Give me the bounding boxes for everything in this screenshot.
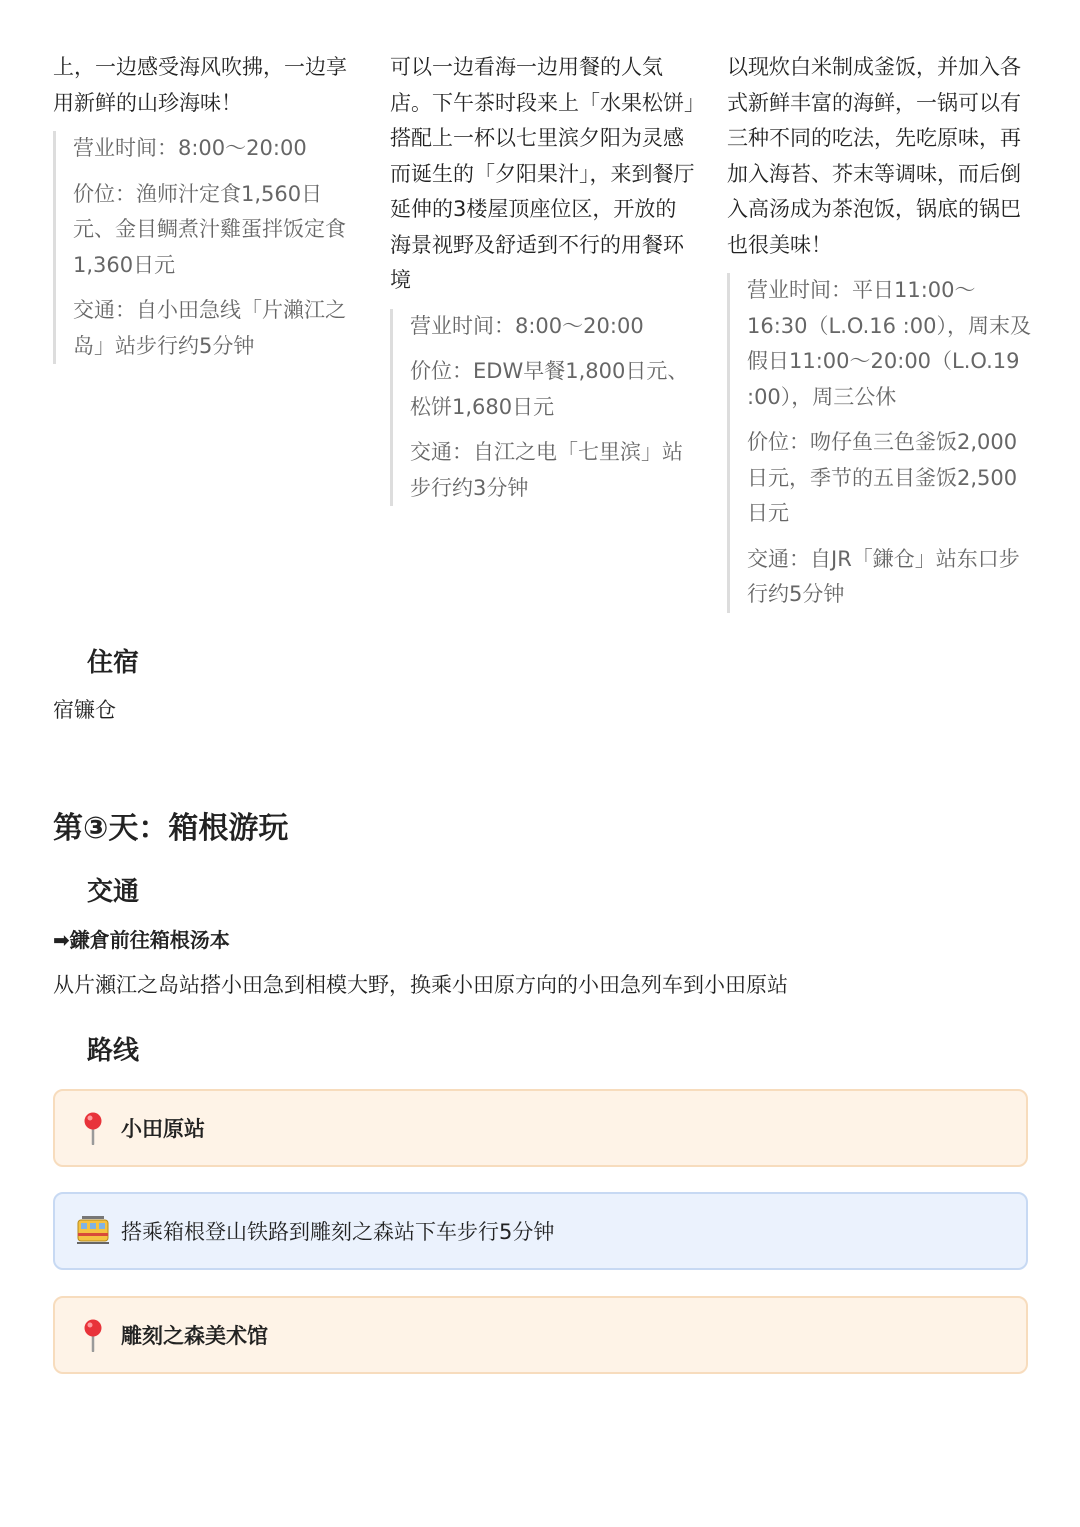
price: 价位：吻仔鱼三色釜饭2,000日元，季节的五目釜饭2,500日元 [747,430,1018,525]
tram-icon [77,1211,109,1251]
restaurant-description: 上，一边感受海风吹拂，一边享用新鲜的山珍海味！ [53,55,347,115]
access: 交通：自江之电「七里滨」站步行约3分钟 [410,440,683,500]
restaurant-column-1 [53,50,358,364]
restaurant-column-3 [727,50,1032,613]
restaurant-info [390,309,695,507]
restaurant-column-2 [390,50,695,506]
access: 交通：自小田急线「片瀨江之岛」站步行约5分钟 [73,298,346,358]
route-step-place [53,1296,1028,1374]
restaurant-description: 可以一边看海一边用餐的人気店。下午茶时段来上「水果松饼」搭配上一杯以七里滨夕阳为灵感而诞生的「夕阳果汁」，来到餐厅延伸的3楼屋顶座位区，开放的海景视野及舒适到不行的用餐环境 [390,55,695,292]
opening-hours: 营业时间：8:00～20:00 [73,136,307,160]
route-step-label: 小田原站 [121,1117,205,1141]
opening-hours: 营业时间：平日11:00～16:30（L.O.16 :00），周末及假日11:00～20:00（L.O.19 :00），周三公休 [747,278,1031,409]
opening-hours: 营业时间：8:00～20:00 [410,313,644,338]
transport-subheading: ➡鎌倉前往箱根汤本 [53,928,230,952]
route-step-transit [53,1192,1028,1270]
price: 价位：渔师汁定食1,560日元、金目鲷煮汁雞蛋拌饭定食1,360日元 [73,181,346,277]
pin-icon [77,1108,109,1148]
transport-heading: 交通 [87,877,140,907]
route-heading: 路线 [87,1036,140,1066]
restaurant-info [727,273,1032,613]
day3-title: 第③天：箱根游玩 [53,811,289,846]
price: 价位：EDW早餐1,800日元、松饼1,680日元 [410,359,689,419]
restaurant-description: 以现炊白米制成釜饭，并加入各式新鲜丰富的海鲜，一锅可以有三种不同的吃法，先吃原味，再加入海苔、芥末等调味，而后倒入高汤成为茶泡饭，锅底的锅巴也很美味！ [727,55,1021,257]
pin-icon [77,1315,109,1355]
lodging-heading: 住宿 [87,648,140,678]
route-step-label: 雕刻之森美术馆 [121,1324,268,1348]
access: 交通：自JR「鎌仓」站东口步行约5分钟 [747,546,1020,606]
transport-text: 从片瀬江之岛站搭小田急到相模大野，换乘小田原方向的小田急列车到小田原站 [53,973,788,997]
route-step-place [53,1089,1028,1167]
restaurant-info [53,131,358,364]
lodging-text: 宿镰仓 [53,698,116,722]
route-step-label: 搭乘箱根登山铁路到雕刻之森站下车步行5分钟 [121,1220,555,1244]
